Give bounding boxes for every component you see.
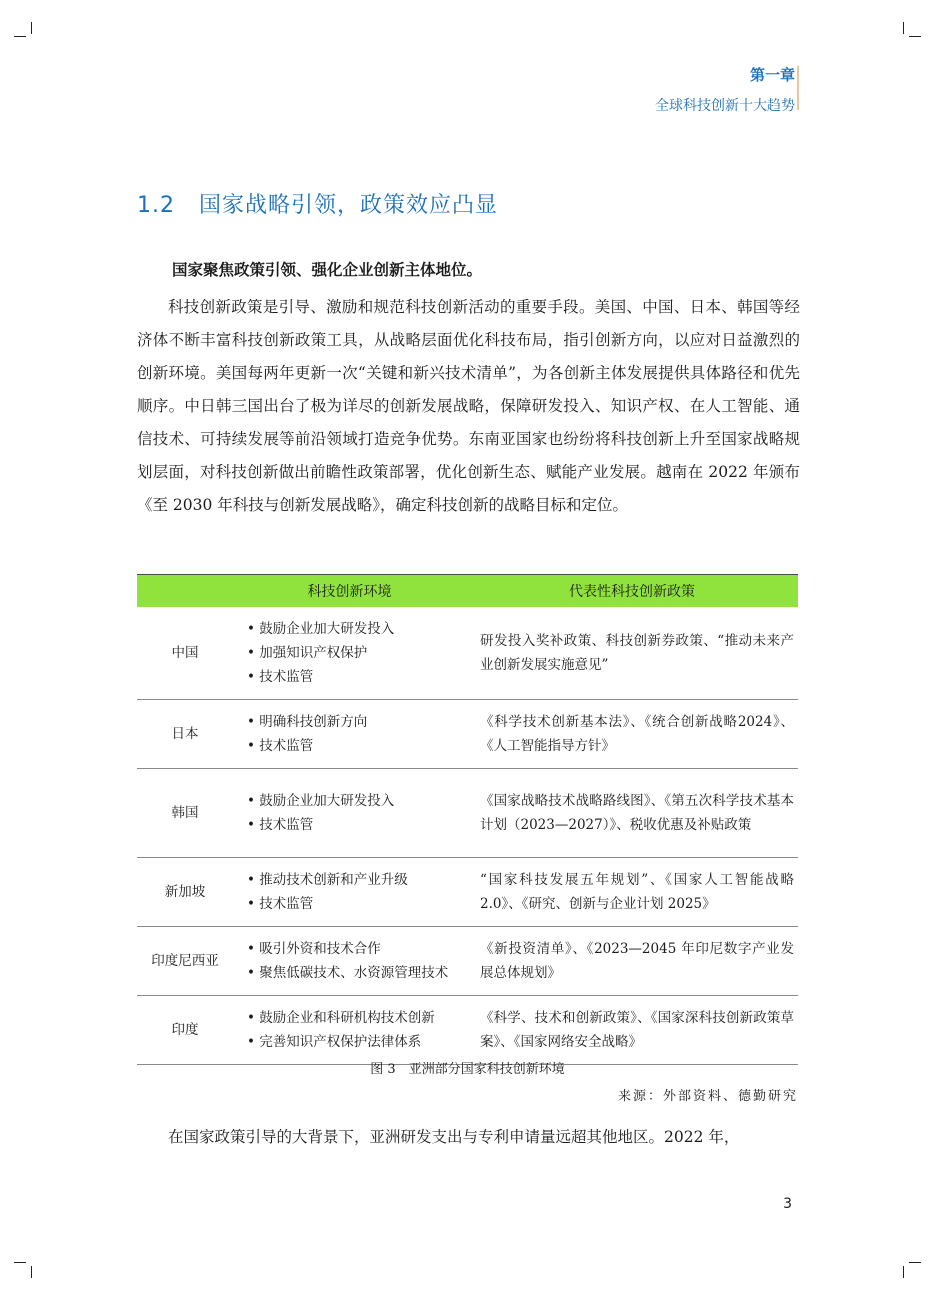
figure-source: 来源：外部资料、德勤研究 <box>617 1089 798 1104</box>
chapter-subtitle: 全球科技创新十大趋势 <box>655 98 795 114</box>
env-cell <box>233 996 466 1065</box>
section-title <box>137 188 498 219</box>
header-divider <box>797 66 799 110</box>
crop-mark <box>903 22 904 34</box>
env-cell <box>233 927 466 996</box>
env-item: • 技术监管 <box>247 892 462 916</box>
country-cell: 日本 <box>137 700 233 769</box>
policy-cell: 《新投资清单》、《2023—2045 年印尼数字产业发展总体规划》 <box>466 927 798 996</box>
table-row <box>137 769 798 858</box>
section-number: 1.2 <box>137 193 175 218</box>
policy-cell: 研发投入奖补政策、科技创新券政策、“推动未来产业创新发展实施意见” <box>466 607 798 700</box>
lead-sentence: 国家聚焦政策引领、强化企业创新主体地位。 <box>172 261 483 279</box>
body-paragraph: 在国家政策引导的大背景下，亚洲研发支出与专利申请量远超其他地区。2022 年， <box>168 1128 740 1146</box>
crop-mark <box>14 36 26 37</box>
env-item: • 技术监管 <box>247 813 462 837</box>
page-number: 3 <box>783 1196 792 1212</box>
env-item: • 完善知识产权保护法律体系 <box>247 1030 462 1054</box>
running-header <box>655 64 795 115</box>
env-item: • 技术监管 <box>247 734 462 758</box>
policy-cell: 《科学技术创新基本法》、《统合创新战略2024》、《人工智能指导方针》 <box>466 700 798 769</box>
crop-mark <box>909 36 921 37</box>
table-header-country <box>137 575 233 608</box>
country-cell: 印度 <box>137 996 233 1065</box>
crop-mark <box>909 1262 921 1263</box>
chapter-label: 第一章 <box>749 66 795 84</box>
env-item: • 明确科技创新方向 <box>247 710 462 734</box>
env-item: • 技术监管 <box>247 665 462 689</box>
policy-table <box>137 574 798 1065</box>
country-cell: 新加坡 <box>137 858 233 927</box>
country-cell: 韩国 <box>137 769 233 858</box>
policy-cell: “国家科技发展五年规划”、《国家人工智能战略2.0》、《研究、创新与企业计划 2025》 <box>466 858 798 927</box>
policy-cell: 《科学、技术和创新政策》、《国家深科技创新政策草案》、《国家网络安全战略》 <box>466 996 798 1065</box>
policy-cell: 《国家战略技术战略路线图》、《第五次科学技术基本计划（2023—2027）》、税收优惠及补贴政策 <box>466 769 798 858</box>
table-header-env: 科技创新环境 <box>233 575 466 608</box>
crop-mark <box>31 1266 32 1278</box>
table-row <box>137 607 798 700</box>
table-header-row <box>137 575 798 608</box>
env-cell <box>233 858 466 927</box>
env-item: • 推动技术创新和产业升级 <box>247 868 462 892</box>
table-row <box>137 996 798 1065</box>
env-item: • 吸引外资和技术合作 <box>247 937 462 961</box>
table-row <box>137 700 798 769</box>
env-item: • 加强知识产权保护 <box>247 641 462 665</box>
section-heading: 国家战略引领，政策效应凸显 <box>199 193 499 218</box>
table-header-policy: 代表性科技创新政策 <box>466 575 798 608</box>
crop-mark <box>31 22 32 34</box>
crop-mark <box>14 1262 26 1263</box>
env-cell <box>233 769 466 858</box>
env-cell <box>233 700 466 769</box>
env-item: • 鼓励企业和科研机构技术创新 <box>247 1006 462 1030</box>
figure-caption: 图 3 亚洲部分国家科技创新环境 <box>370 1062 565 1077</box>
country-cell: 中国 <box>137 607 233 700</box>
table-row <box>137 858 798 927</box>
body-paragraph: 科技创新政策是引导、激励和规范科技创新活动的重要手段。美国、中国、日本、韩国等经济体不断丰富科技创新政策工具，从战略层面优化科技布局，指引创新方向，以应对日益激烈的创新环境。美国每两年更新一次“关键和新兴技术清单”，为各创新主体发展提供具体路径和优先顺序。中日韩三国出台了极为详尽的创新发展战略，保障研发投入、知识产权、在人工智能、通信技术、可持续发展等前沿领域打造竞争优势。东南亚国家也纷纷将科技创新上升至国家战略规划层面，对科技创新做出前瞻性政策部署，优化创新生态、赋能产业发展。越南在 2022 年颁布《至 2030 年科技与创新发展战略》，确定科技创新的战略目标和定位。 <box>137 298 800 514</box>
env-cell <box>233 607 466 700</box>
env-item: • 鼓励企业加大研发投入 <box>247 789 462 813</box>
country-cell: 印度尼西亚 <box>137 927 233 996</box>
env-item: • 聚焦低碳技术、水资源管理技术 <box>247 961 462 985</box>
env-item: • 鼓励企业加大研发投入 <box>247 617 462 641</box>
crop-mark <box>903 1266 904 1278</box>
table-row <box>137 927 798 996</box>
